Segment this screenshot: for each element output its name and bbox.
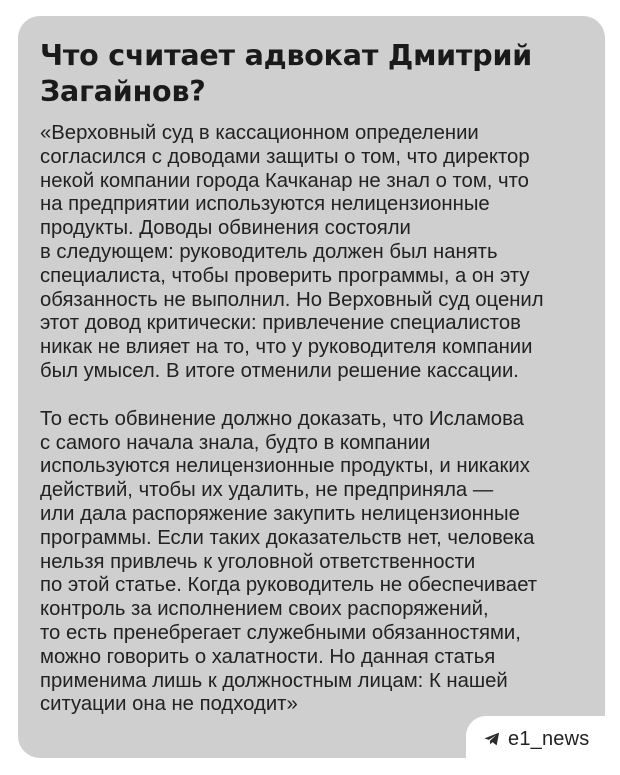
source-badge — [466, 716, 608, 762]
telegram-icon — [483, 730, 501, 748]
quote-paragraph-1: «Верховный суд в кассационном определении согласился с доводами защиты о том, что директор некой компании города Качканар не знал о том, что на предприятии используются нелицензионные продукты. Доводы обвинения состояли в следующем: руководитель должен был нанять специалиста, чтобы проверить программы, а он эту обязанность не выполнил. Но Верховный суд оценил этот довод критически: привлечение специалистов никак не влияет на то, что у руководителя компании был умысел. В итоге отменили решение кассации. — [40, 122, 544, 382]
card-title: Что считает адвокат Дмитрий Загайнов? — [40, 39, 532, 108]
channel-name: e1_news — [508, 727, 590, 750]
quote-paragraph-2: То есть обвинение должно доказать, что Исламова с самого начала знала, будто в компании используются нелицензионные продукты, и никаких действий, чтобы их удалить, не предприняла — или дала распоряжение закупить нелицензионные программы. Если таких доказательств нет, человека нельзя привлечь к уголовной ответственности по этой статье. Когда руководитель не обеспечивает контроль за исполнением своих распоряжений, то есть пренебрегает служебными обязанностями, можно говорить о халатности. Но данная статья применима лишь к должностным лицам: К нашей ситуации она не подходит» — [40, 407, 538, 716]
quote-card — [18, 16, 605, 758]
